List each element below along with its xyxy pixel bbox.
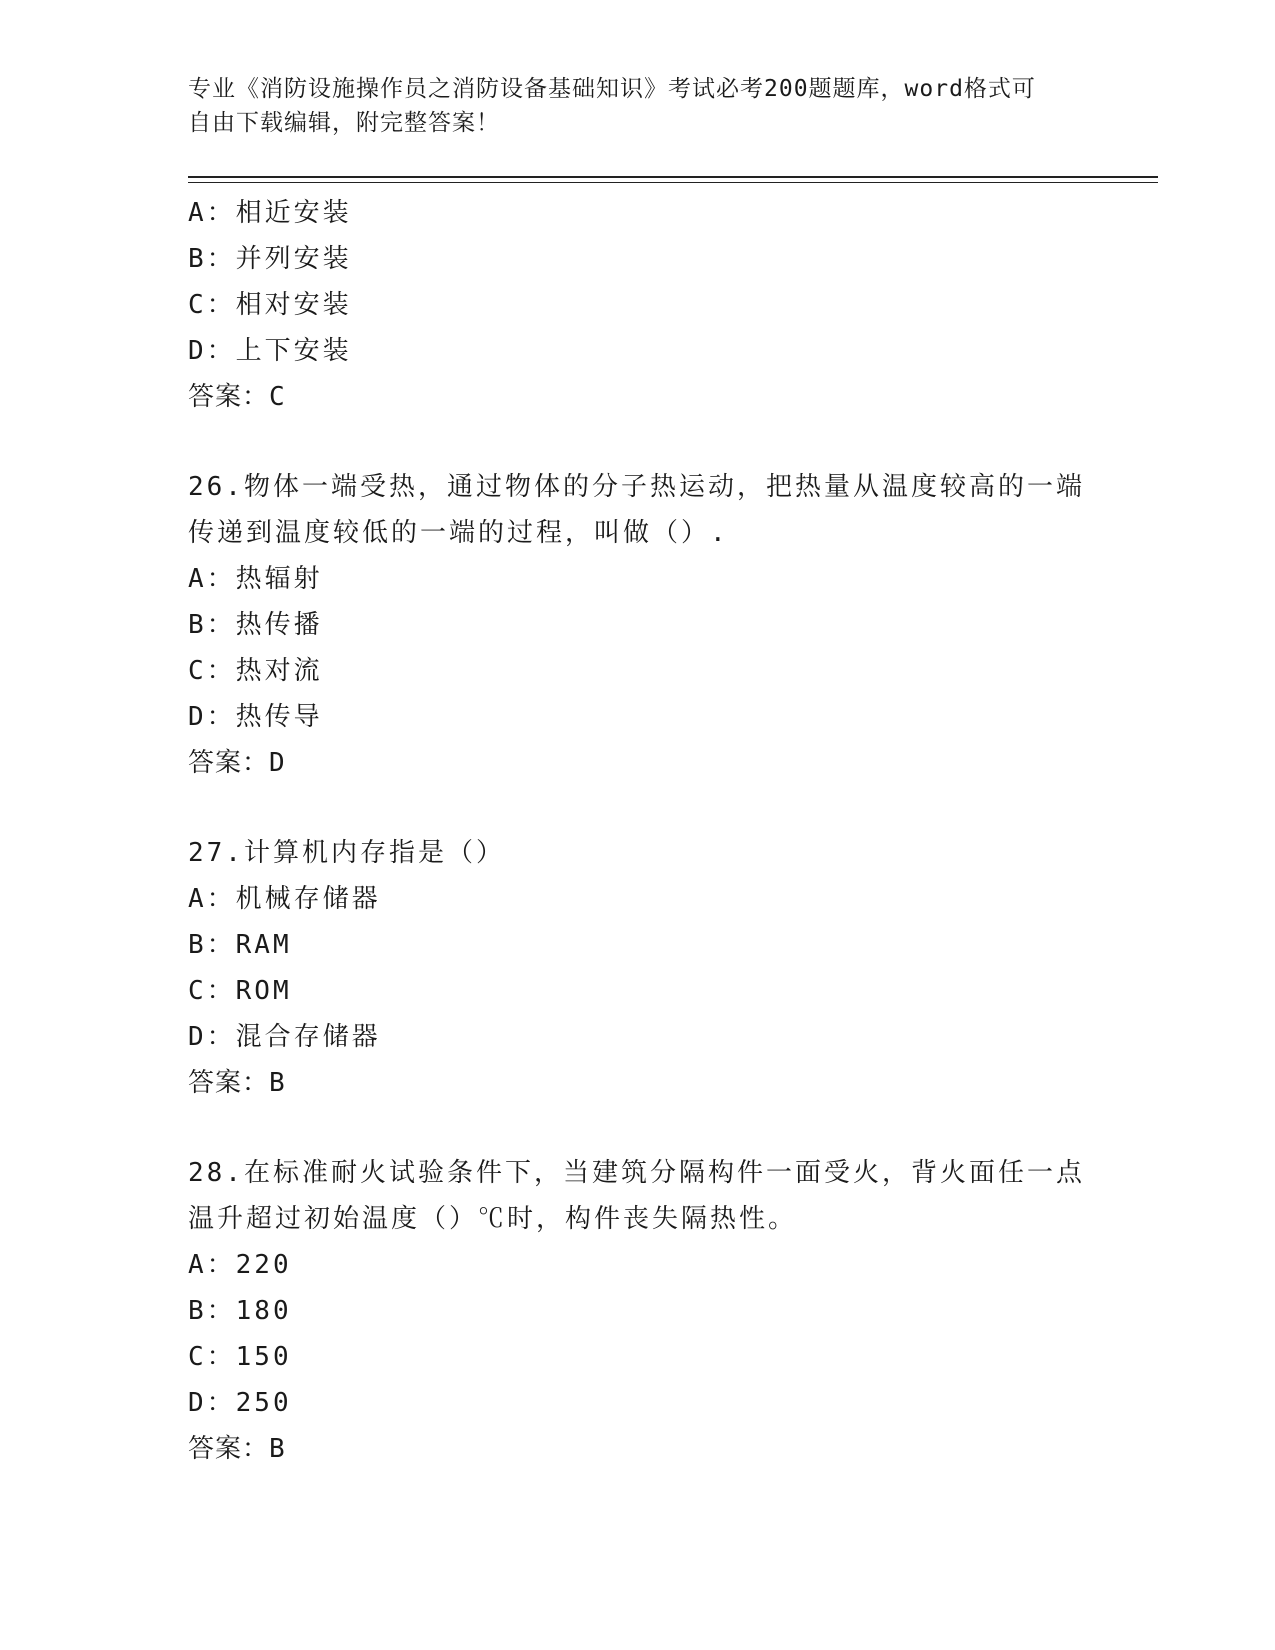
- question-25: [188, 190, 1088, 420]
- option-a: A：220: [188, 1250, 292, 1280]
- option-b: B：RAM: [188, 930, 292, 960]
- header-line-2: 自由下载编辑，附完整答案！: [188, 110, 500, 136]
- option-d: D：混合存储器: [188, 1022, 381, 1052]
- question-list: [188, 190, 1088, 1472]
- option-d: D：250: [188, 1388, 292, 1418]
- option-a: A：热辐射: [188, 564, 323, 594]
- answer: 答案：B: [188, 1068, 286, 1098]
- question-text-line-2: 传递到温度较低的一端的过程，叫做（）.: [188, 518, 729, 548]
- option-b: B：180: [188, 1296, 292, 1326]
- option-a: A：机械存储器: [188, 884, 381, 914]
- question-28: [188, 1150, 1088, 1472]
- answer: 答案：C: [188, 382, 286, 412]
- header-rule-thick: [188, 176, 1158, 178]
- option-a: A：相近安装: [188, 198, 352, 228]
- question-27: [188, 830, 1088, 1106]
- question-text-line-1: 27.计算机内存指是（）: [188, 838, 505, 868]
- option-c: C：热对流: [188, 656, 323, 686]
- question-text-line-2: 温升超过初始温度（）℃时，构件丧失隔热性。: [188, 1204, 798, 1234]
- spacer: [188, 786, 1088, 830]
- option-d: D：热传导: [188, 702, 323, 732]
- answer: 答案：B: [188, 1434, 286, 1464]
- question-26: [188, 464, 1088, 786]
- option-d: D：上下安装: [188, 336, 352, 366]
- header-rule-thin: [188, 182, 1158, 183]
- question-text-line-1: 28.在标准耐火试验条件下，当建筑分隔构件一面受火，背火面任一点: [188, 1158, 1085, 1188]
- answer: 答案：D: [188, 748, 286, 778]
- option-c: C：ROM: [188, 976, 292, 1006]
- option-c: C：150: [188, 1342, 292, 1372]
- spacer: [188, 420, 1088, 464]
- option-c: C：相对安装: [188, 290, 352, 320]
- header-line-1: 专业《消防设施操作员之消防设备基础知识》考试必考200题题库，word格式可: [188, 76, 1036, 102]
- question-text-line-1: 26.物体一端受热，通过物体的分子热运动，把热量从温度较高的一端: [188, 472, 1085, 502]
- option-b: B：并列安装: [188, 244, 352, 274]
- spacer: [188, 1106, 1088, 1150]
- option-b: B：热传播: [188, 610, 323, 640]
- document-header: [188, 72, 1068, 140]
